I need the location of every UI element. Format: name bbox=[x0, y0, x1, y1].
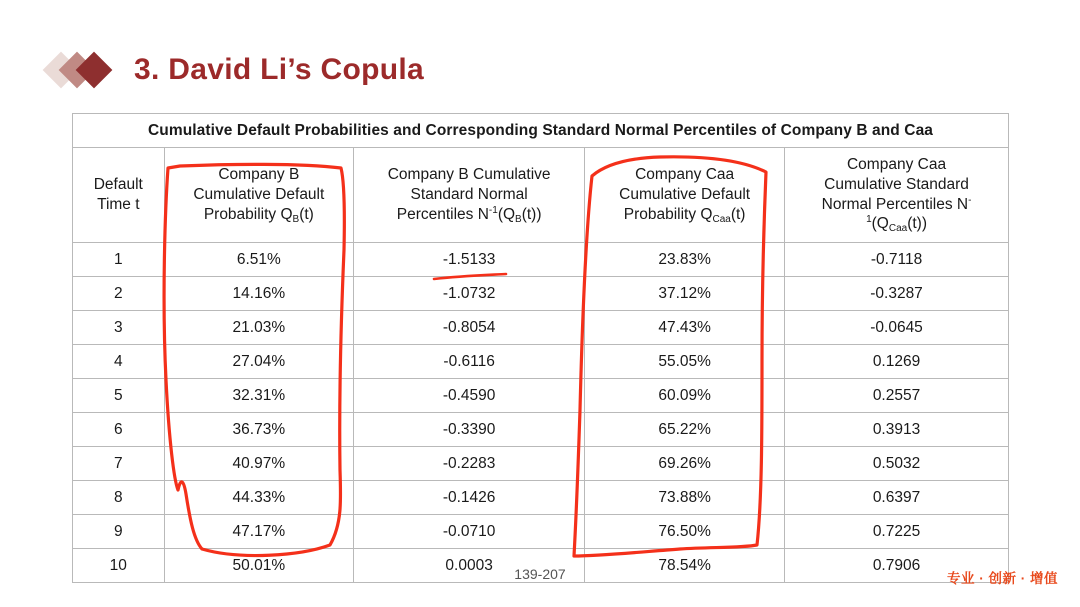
data-table-container bbox=[72, 113, 1009, 583]
table-row bbox=[73, 413, 1009, 447]
footer-brand: 专业 · 创新 · 增值 bbox=[947, 571, 1058, 586]
cell-qb: 47.17% bbox=[164, 515, 353, 549]
cell-qb: 32.31% bbox=[164, 379, 353, 413]
cell-nb: -0.6116 bbox=[354, 345, 585, 379]
cell-qcaa: 47.43% bbox=[585, 311, 785, 345]
cell-ncaa: 0.3913 bbox=[785, 413, 1009, 447]
cell-time: 10 bbox=[73, 549, 165, 583]
cell-time: 6 bbox=[73, 413, 165, 447]
cell-time: 3 bbox=[73, 311, 165, 345]
table-row bbox=[73, 243, 1009, 277]
cell-qb: 6.51% bbox=[164, 243, 353, 277]
slide-title-row bbox=[48, 52, 424, 88]
cell-qb: 21.03% bbox=[164, 311, 353, 345]
cell-nb: -0.2283 bbox=[354, 447, 585, 481]
column-header-company-b-probability: Company B Cumulative Default Probability $Q_B(t)$ bbox=[164, 148, 353, 243]
cell-time: 8 bbox=[73, 481, 165, 515]
cell-qcaa: 73.88% bbox=[585, 481, 785, 515]
cell-nb: -0.1426 bbox=[354, 481, 585, 515]
cell-time: 1 bbox=[73, 243, 165, 277]
cell-ncaa: 0.7225 bbox=[785, 515, 1009, 549]
cell-qcaa: 23.83% bbox=[585, 243, 785, 277]
cell-time: 7 bbox=[73, 447, 165, 481]
table-row bbox=[73, 277, 1009, 311]
cell-qcaa: 65.22% bbox=[585, 413, 785, 447]
table-row bbox=[73, 379, 1009, 413]
diamond-bullet-icon bbox=[48, 52, 120, 88]
cell-nb: -1.0732 bbox=[354, 277, 585, 311]
cell-qb: 36.73% bbox=[164, 413, 353, 447]
cell-time: 5 bbox=[73, 379, 165, 413]
column-header-company-b-percentiles: Company B Cumulative Standard Normal Percentiles $N^{-1}(Q_B(t))$ bbox=[354, 148, 585, 243]
cell-qcaa: 76.50% bbox=[585, 515, 785, 549]
cell-time: 2 bbox=[73, 277, 165, 311]
column-header-company-caa-probability: Company Caa Cumulative Default Probability $Q_{Caa}(t)$ bbox=[585, 148, 785, 243]
cell-qcaa: 60.09% bbox=[585, 379, 785, 413]
cell-nb: -0.3390 bbox=[354, 413, 585, 447]
table-header-row bbox=[73, 148, 1009, 243]
cell-nb: 0.0003 bbox=[354, 549, 585, 583]
table-row bbox=[73, 345, 1009, 379]
cell-ncaa: 0.5032 bbox=[785, 447, 1009, 481]
cell-ncaa: 0.2557 bbox=[785, 379, 1009, 413]
cell-ncaa: -0.7118 bbox=[785, 243, 1009, 277]
cell-qb: 50.01% bbox=[164, 549, 353, 583]
cell-nb: -0.4590 bbox=[354, 379, 585, 413]
cell-nb: -0.8054 bbox=[354, 311, 585, 345]
cell-qcaa: 37.12% bbox=[585, 277, 785, 311]
cell-qb: 14.16% bbox=[164, 277, 353, 311]
table-title: Cumulative Default Probabilities and Corresponding Standard Normal Percentiles of Company B and Caa bbox=[73, 114, 1009, 148]
default-probability-table bbox=[72, 113, 1009, 583]
cell-qcaa: 55.05% bbox=[585, 345, 785, 379]
cell-ncaa: 0.7906 bbox=[785, 549, 1009, 583]
table-row bbox=[73, 447, 1009, 481]
cell-qb: 40.97% bbox=[164, 447, 353, 481]
cell-qb: 27.04% bbox=[164, 345, 353, 379]
table-row bbox=[73, 481, 1009, 515]
cell-ncaa: 0.1269 bbox=[785, 345, 1009, 379]
cell-qcaa: 78.54% bbox=[585, 549, 785, 583]
cell-qcaa: 69.26% bbox=[585, 447, 785, 481]
cell-qb: 44.33% bbox=[164, 481, 353, 515]
cell-ncaa: -0.3287 bbox=[785, 277, 1009, 311]
cell-time: 9 bbox=[73, 515, 165, 549]
page-title: 3. David Li’s Copula bbox=[134, 53, 424, 86]
table-row bbox=[73, 311, 1009, 345]
cell-time: 4 bbox=[73, 345, 165, 379]
cell-nb: -1.5133 bbox=[354, 243, 585, 277]
cell-ncaa: -0.0645 bbox=[785, 311, 1009, 345]
table-title-row bbox=[73, 114, 1009, 148]
cell-ncaa: 0.6397 bbox=[785, 481, 1009, 515]
table-row bbox=[73, 515, 1009, 549]
column-header-company-caa-percentiles: Company Caa Cumulative Standard Normal Percentiles N- $^1(Q_{Caa}(t))$ bbox=[785, 148, 1009, 243]
page-number: 139-207 bbox=[514, 566, 566, 582]
cell-nb: -0.0710 bbox=[354, 515, 585, 549]
column-header-default-time: Default Time t bbox=[73, 148, 165, 243]
